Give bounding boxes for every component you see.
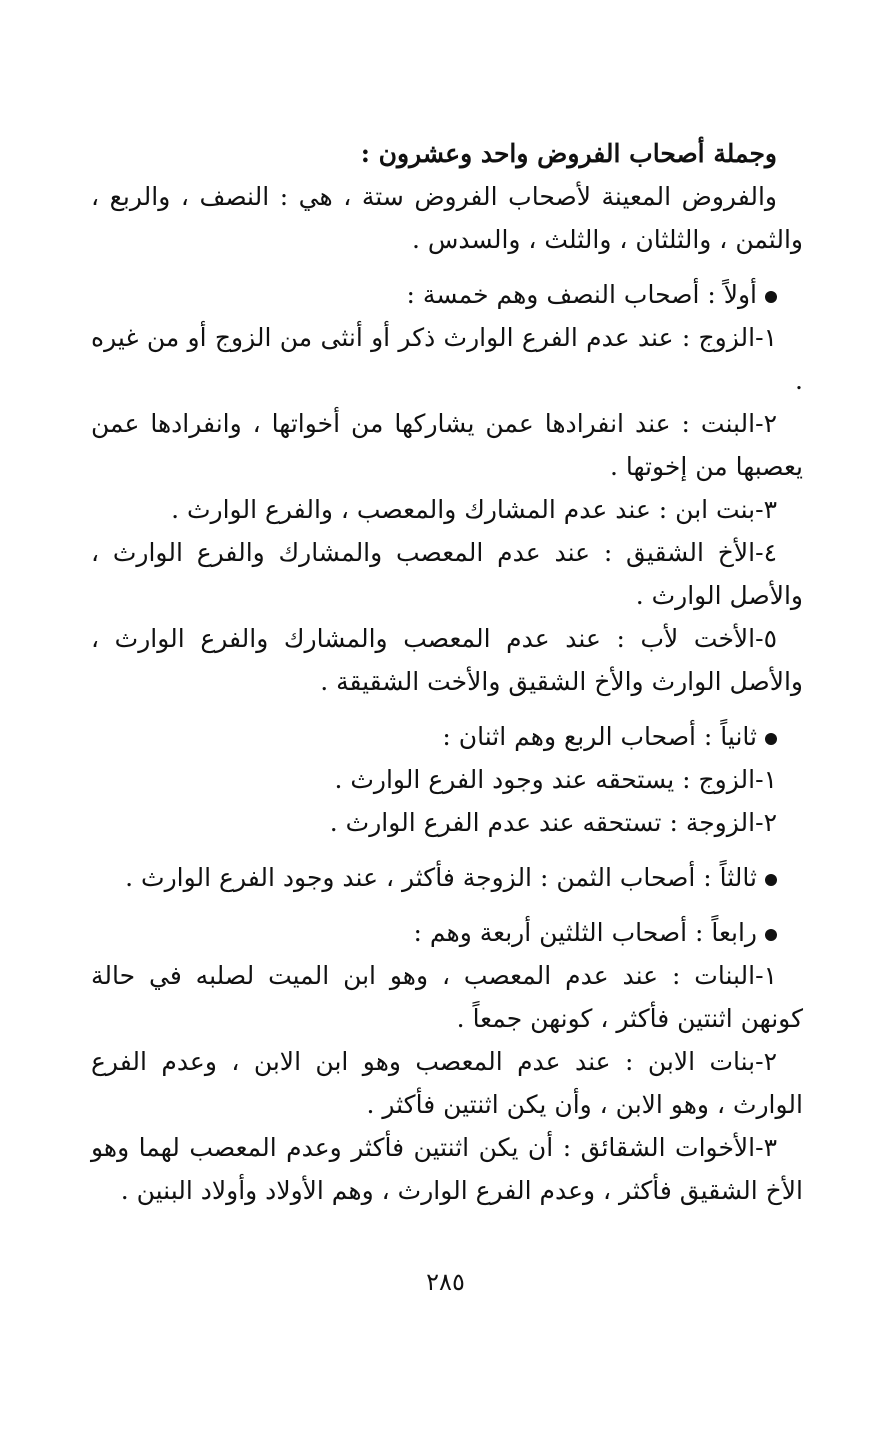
list-item: ٢-بنات الابن : عند عدم المعصب وهو ابن الابن ، وعدم الفرع الوارث ، وهو الابن ، وأن يكن اثنتين فأكثر . [91, 1047, 803, 1119]
intro-paragraph: والفروض المعينة لأصحاب الفروض ستة ، هي : النصف ، والربع ، والثمن ، والثلثان ، والثلث ، والسدس . [91, 182, 803, 254]
section-title-third: ثالثاً : أصحاب الثمن : الزوجة فأكثر ، عند وجود الفرع الوارث . [91, 856, 803, 899]
list-item: ٢-الزوجة : تستحقه عند عدم الفرع الوارث . [329, 808, 777, 837]
list-item: ١-الزوج : يستحقه عند وجود الفرع الوارث . [334, 765, 777, 794]
list-item: ٥-الأخت لأب : عند عدم المعصب والمشارك والفرع الوارث ، والأصل الوارث والأخ الشقيق والأخت الشقيقة . [91, 624, 803, 696]
list-item: ٤-الأخ الشقيق : عند عدم المعصب والمشارك والفرع الوارث ، والأصل الوارث . [91, 538, 803, 610]
section-heading: وجملة أصحاب الفروض واحد وعشرون : [360, 139, 777, 168]
section-title-first: أولاً : أصحاب النصف وهم خمسة : [91, 273, 803, 316]
list-item: ١-الزوج : عند عدم الفرع الوارث ذكر أو أنثى من الزوج أو من غيره . [91, 323, 803, 395]
list-item: ١-البنات : عند عدم المعصب ، وهو ابن الميت لصلبه في حالة كونهن اثنتين فأكثر ، كونهن جمعاً . [91, 961, 803, 1033]
list-item: ٢-البنت : عند انفرادها عمن يشاركها من أخواتها ، وانفرادها عمن يعصبها من إخوتها . [91, 409, 803, 481]
bullet-icon [765, 929, 777, 941]
page-body [91, 132, 803, 1212]
bullet-icon [765, 291, 777, 303]
page-number: ٢٨٥ [426, 1268, 465, 1296]
section-title-second: ثانياً : أصحاب الربع وهم اثنان : [91, 715, 803, 758]
list-item: ٣-بنت ابن : عند عدم المشارك والمعصب ، والفرع الوارث . [171, 495, 777, 524]
bullet-icon [765, 733, 777, 745]
section-title-fourth: رابعاً : أصحاب الثلثين أربعة وهم : [91, 911, 803, 954]
bullet-icon [765, 874, 777, 886]
list-item: ٣-الأخوات الشقائق : أن يكن اثنتين فأكثر وعدم المعصب لهما وهو الأخ الشقيق فأكثر ، وعدم الفرع الوارث ، وهم الأولاد وأولاد البنين . [91, 1133, 803, 1205]
